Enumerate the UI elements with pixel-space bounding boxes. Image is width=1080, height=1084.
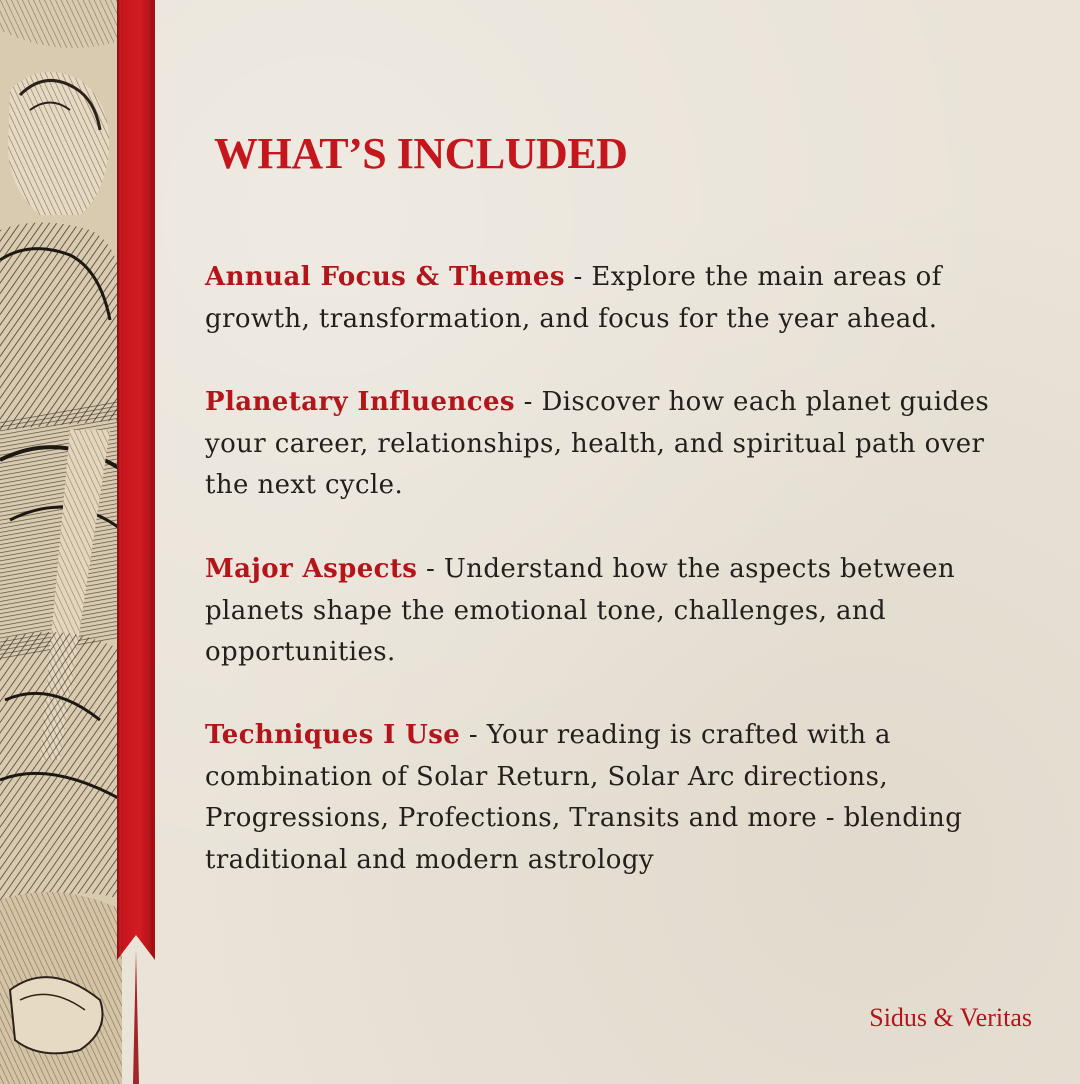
section-annual-focus: [205, 257, 1025, 340]
section-body: Explore the main areas of growth, transformation, and focus for the year ahead.: [205, 262, 942, 334]
section-planetary-influences: [205, 382, 1025, 507]
section-major-aspects: [205, 549, 1025, 674]
section-body: Discover how each planet guides your career, relationships, health, and spiritual path over the next cycle.: [205, 387, 990, 500]
section-heading: Annual Focus & Themes: [205, 262, 565, 292]
section-separator: -: [564, 262, 592, 292]
section-body: Understand how the aspects between planets shape the emotional tone, challenges, and opportunities.: [205, 554, 956, 667]
section-heading: Techniques I Use: [205, 720, 461, 750]
section-body: Your reading is crafted with a combination of Solar Return, Solar Arc directions, Progressions, Profections, Transits and more - blending traditional and modern astrology: [205, 720, 963, 875]
section-separator: -: [514, 387, 542, 417]
red-bookmark-ribbon: [117, 0, 157, 1084]
brand-signature: Sidus & Veritas: [869, 1003, 1032, 1032]
section-heading: Major Aspects: [205, 554, 418, 584]
section-heading: Planetary Influences: [205, 387, 515, 417]
page-title: WHAT’S INCLUDED: [214, 129, 628, 178]
section-techniques: [205, 715, 1025, 881]
section-separator: -: [460, 720, 487, 750]
engraved-figure-illustration: [0, 0, 122, 1084]
section-separator: -: [417, 554, 444, 584]
